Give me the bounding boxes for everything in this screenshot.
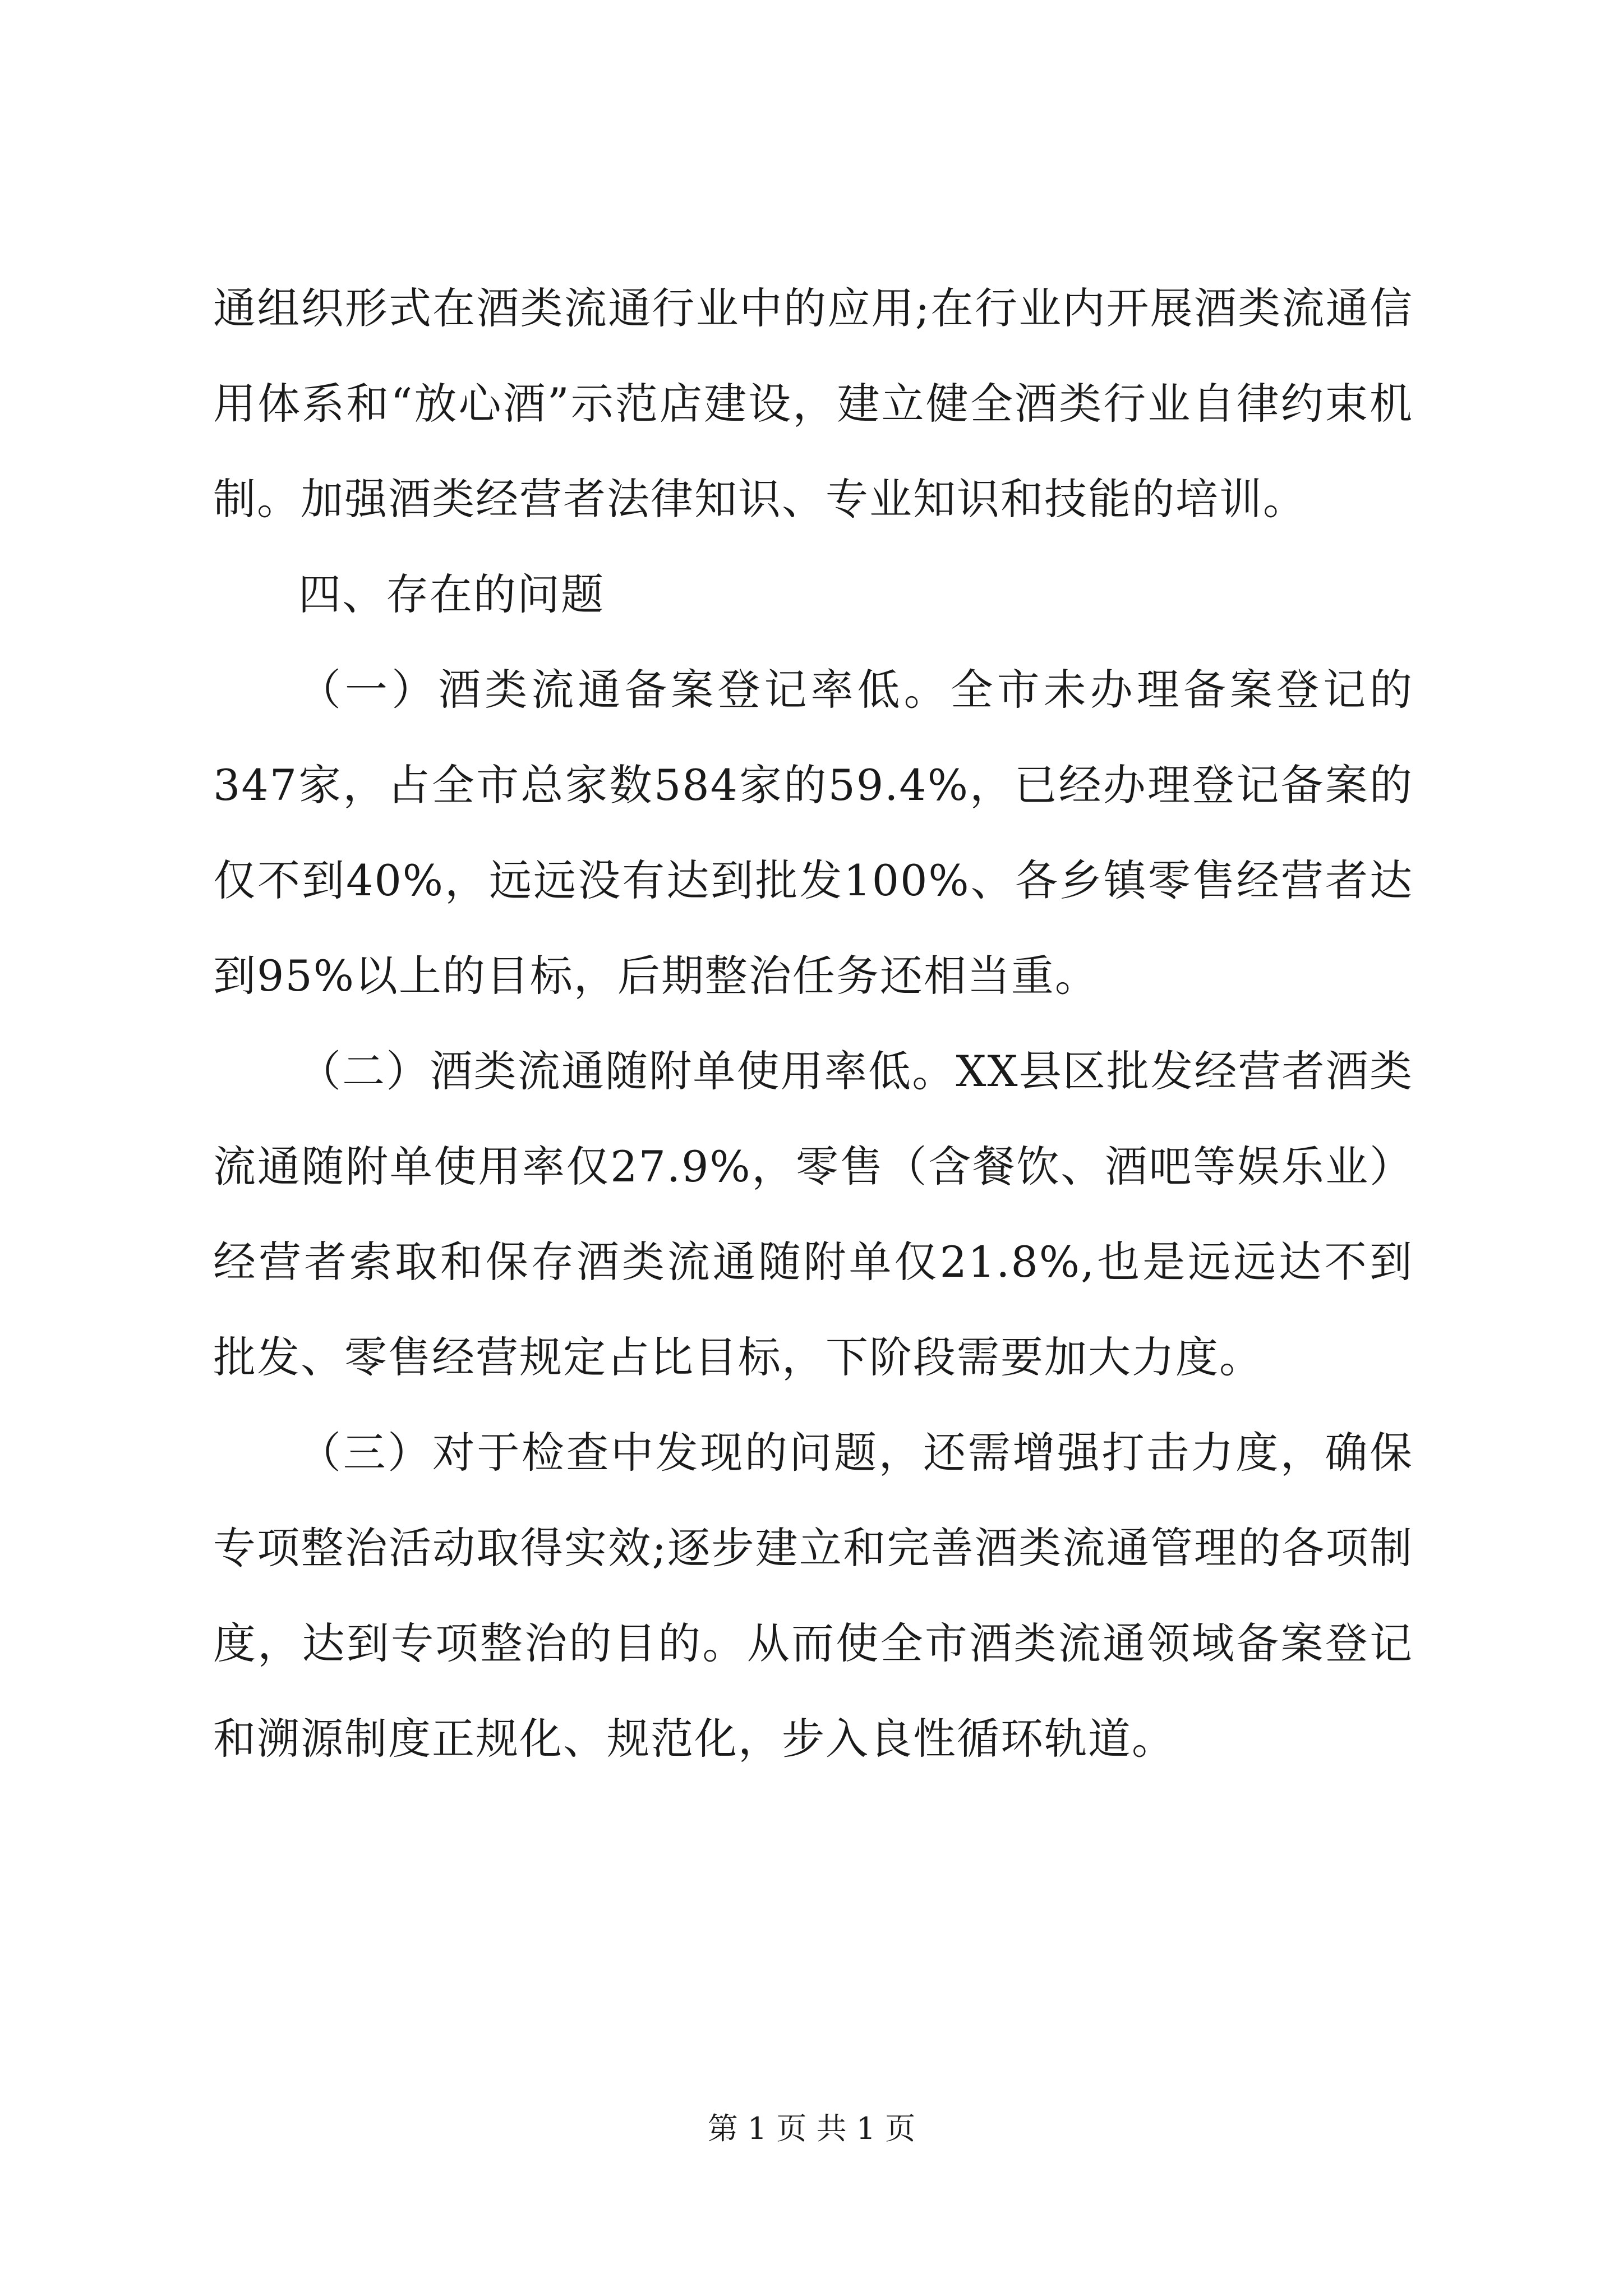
paragraph-problem-1: （一）酒类流通备案登记率低。全市未办理备案登记的347家，占全市总家数584家的59.4%，已经办理登记备案的仅不到40%，远远没有达到批发100%、各乡镇零售经营者达到95%以上的目标，后期整治任务还相当重。	[213, 665, 1413, 1001]
page-footer: 第 1 页 共 1 页	[707, 2111, 916, 2146]
paragraph-problem-2: （二）酒类流通随附单使用率低。XX县区批发经营者酒类流通随附单使用率仅27.9%，零售（含餐饮、酒吧等娱乐业）经营者索取和保存酒类流通随附单仅21.8%,也是远远达不到批发、零售经营规定占比目标，下阶段需要加大力度。	[213, 1046, 1413, 1382]
paragraph-continuation: 通组织形式在酒类流通行业中的应用;在行业内开展酒类流通信用体系和“放心酒”示范店建设，建立健全酒类行业自律约束机制。加强酒类经营者法律知识、专业知识和技能的培训。	[213, 283, 1413, 524]
paragraph-problem-3: （三）对于检查中发现的问题，还需增强打击力度，确保专项整治活动取得实效;逐步建立和完善酒类流通管理的各项制度，达到专项整治的目的。从而使全市酒类流通领域备案登记和溯源制度正规化、规范化，步入良性循环轨道。	[213, 1428, 1413, 1764]
section-heading-problems: 四、存在的问题	[298, 569, 605, 619]
document-body	[213, 261, 1413, 1787]
